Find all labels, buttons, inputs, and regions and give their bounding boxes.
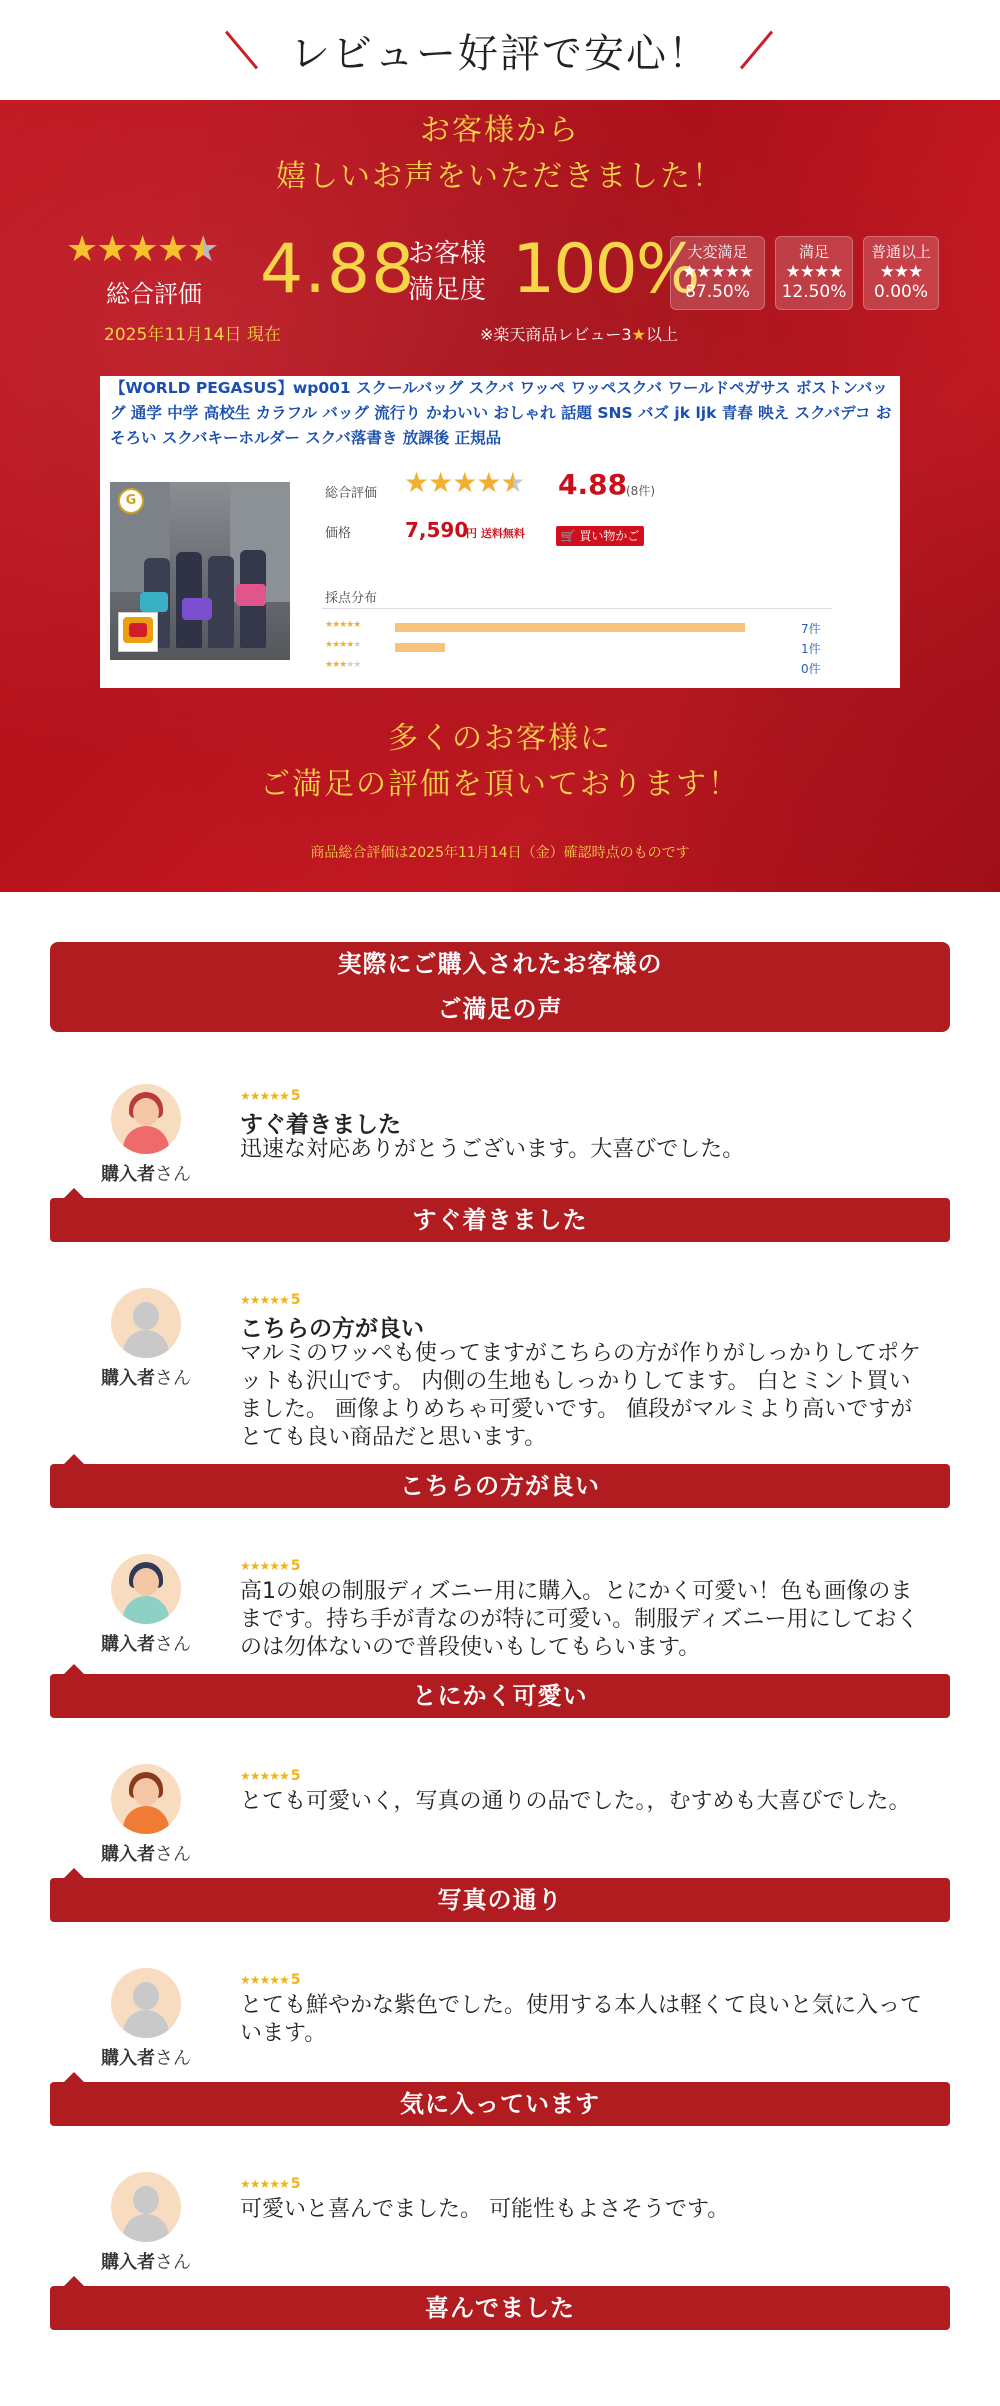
card-score: 4.88 [558, 468, 628, 501]
review-stars-icon: ★★★★★ 5 [240, 1768, 300, 1784]
sat-box-above-average: 普通以上 ★★★ 0.00% [863, 236, 939, 310]
reviewer [96, 2172, 196, 2274]
as-of-date: 2025年11月14日 現在 [104, 325, 281, 345]
review-stars-icon: ★★★★★ 5 [240, 1088, 300, 1104]
avatar-woman-icon [111, 1764, 181, 1834]
distribution-bar [395, 623, 745, 632]
banner-lead [0, 108, 1000, 200]
stars-icon: ★★★ [879, 262, 923, 282]
reviewer [96, 1554, 196, 1656]
banner-lead-line2: 嬉しいお声をいただきました！ [276, 159, 724, 194]
stars-icon: ★★★★★ [325, 640, 361, 650]
distribution-divider [322, 608, 832, 609]
review-body: とても鮮やかな紫色でした。使用する本人は軽くて良いと気に入っています。 [240, 1993, 923, 2046]
add-to-cart-button[interactable]: 🛒 買い物かご [556, 526, 644, 546]
card-review-count[interactable]: (8件) [626, 484, 655, 498]
review-summary-bar: 喜んでました [50, 2286, 950, 2330]
page-heading [0, 0, 1000, 100]
stars-icon: ★★★★★ [325, 620, 361, 630]
review-summary-bar: 写真の通り [50, 1878, 950, 1922]
satisfaction-percent: 100% [512, 230, 699, 309]
review-stars-icon: ★★★★★ 5 [240, 1292, 300, 1308]
review-body: とても可愛いく，写真の通りの品でした。，むすめも大喜びでした。 [240, 1789, 911, 1814]
reviewer [96, 1968, 196, 2070]
review-title: すぐ着きました [240, 1112, 401, 1138]
card-price-label: 価格 [325, 526, 352, 541]
review-title: こちらの方が良い [240, 1316, 424, 1342]
review-summary-bar: とにかく可愛い [50, 1674, 950, 1718]
buyer-name: 購入者さん [101, 1164, 191, 1185]
page-title: レビュー好評で安心！ [290, 30, 710, 77]
reviewer [96, 1288, 196, 1390]
review-summary-banner [0, 100, 1000, 892]
review-stars-icon: ★★★★★ 5 [240, 1972, 300, 1988]
stars-icon: ★★★★★ [681, 262, 754, 282]
distribution-bar [395, 643, 445, 652]
review-summary-bar: こちらの方が良い [50, 1464, 950, 1508]
buyer-name: 購入者さん [101, 2252, 191, 2273]
avatar-woman-icon [111, 1084, 181, 1154]
overall-stars-icon: ★★★★★ [66, 229, 218, 270]
buyer-name: 購入者さん [101, 1368, 191, 1389]
banner-lead-2: 多くのお客様に ご満足の評価を頂いております！ [260, 721, 740, 802]
review-stars-icon: ★★★★★ 5 [240, 1558, 300, 1574]
distribution-row-3: ★★★★★ 0件 [325, 660, 821, 676]
distribution-row-4: ★★★★★ 1件 [325, 640, 821, 656]
buyer-name: 購入者さん [101, 1844, 191, 1865]
star-icon: ★ [631, 325, 646, 344]
product-title-link[interactable]: 【WORLD PEGASUS】wp001 スクールバッグ スクバ ワッペ ワッペスクバ ワールドペガサス ボストンバッグ 通学 中学 高校生 カラフル バッグ 流行り かわいい おしゃれ 話題 SNS バズ jk ljk 青春 映え スクバデコ おそろい スクバキーホルダー スクバ落書き 放課後 正規品 [110, 379, 892, 447]
card-price: 7,590 [405, 518, 469, 542]
distribution-title: 採点分布 [325, 591, 378, 606]
banner-lead-line1: お客様から [420, 113, 580, 148]
review-body: 可愛いと喜んでました。 可能性もよさそうです。 [240, 2197, 730, 2222]
card-overall-label: 総合評価 [325, 486, 378, 501]
banner-footnote: 商品総合評価は2025年11月14日（金）確認時点のものです [310, 845, 690, 861]
heading-slash-right [740, 31, 773, 70]
review-body: マルミのワッペも使ってますがこちらの方が作りがしっかりしてポケットも沢山です。 内側の生地もしっかりしてます。 白とミント買いました。 画像よりめちゃ可愛いです。 値段がマルミより高いですがとても良い商品だと思います。 [240, 1341, 921, 1450]
overall-label: 総合評価 [106, 280, 202, 308]
avatar-person-icon [111, 1968, 181, 2038]
product-image [110, 482, 290, 660]
satisfaction-label: お客様 満足度 [408, 239, 487, 305]
heading-slash-left [225, 31, 258, 70]
sat-box-very-satisfied: 大変満足 ★★★★★ 87.50% [670, 236, 765, 310]
review-summary-bar: 気に入っています [50, 2082, 950, 2126]
buyer-name: 購入者さん [101, 2048, 191, 2069]
avatar-person-icon [111, 2172, 181, 2242]
card-stars-icon: ★★★★★ [404, 466, 525, 499]
review-summary-bar: すぐ着きました [50, 1198, 950, 1242]
review-body: 高1の娘の制服ディズニー用に購入。とにかく可愛い！色も画像のままです。持ち手が青なのが特に可愛い。制服ディズニー用にしておくのは勿体ないので普段使いもしてもらいます。 [240, 1579, 919, 1660]
award-badge-icon: G [118, 488, 144, 514]
stars-icon: ★★★★ [785, 262, 843, 282]
reviewer [96, 1084, 196, 1186]
brand-logo-icon [118, 612, 158, 652]
distribution-row-5: ★★★★★ 7件 [325, 620, 821, 636]
satisfaction-breakdown [670, 236, 939, 310]
satisfaction-note: ※楽天商品レビュー3★以上 [480, 325, 678, 344]
product-review-card [100, 376, 900, 688]
review-stars-icon: ★★★★★ 5 [240, 2176, 300, 2192]
review-body: 迅速な対応ありがとうございます。大喜びでした。 [240, 1137, 745, 1162]
sat-box-satisfied: 満足 ★★★★ 12.50% [775, 236, 853, 310]
buyer-name: 購入者さん [101, 1634, 191, 1655]
card-price-suffix: 円 送料無料 [466, 527, 525, 540]
avatar-woman-icon [111, 1554, 181, 1624]
reviewer [96, 1764, 196, 1866]
overall-score: 4.88 [260, 230, 416, 309]
stars-icon: ★★★★★ [325, 660, 361, 670]
reviews-section-header: 実際にご購入されたお客様の ご満足の声 [50, 942, 950, 1032]
avatar-person-icon [111, 1288, 181, 1358]
overall-rating [66, 230, 246, 309]
